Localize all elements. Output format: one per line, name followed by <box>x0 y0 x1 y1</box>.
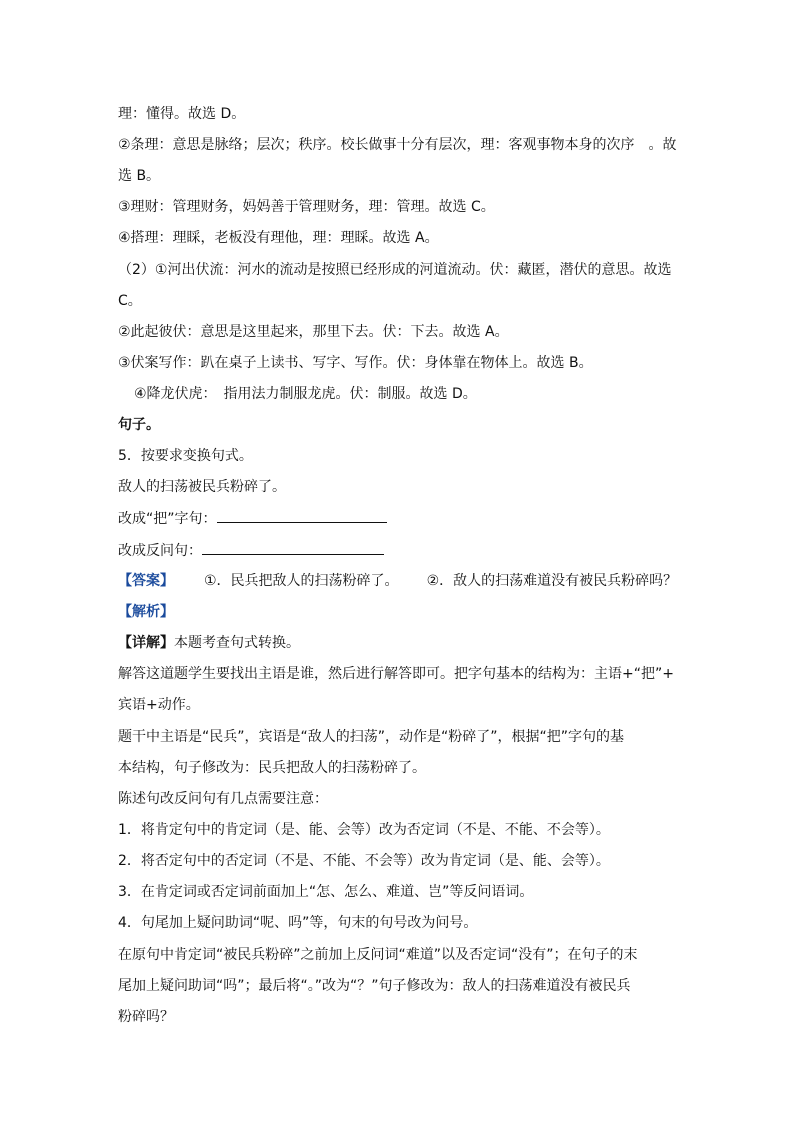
question-title: 5．按要求变换句式。 <box>118 448 253 464</box>
text-line: 题干中主语是“民兵”，宾语是“敌人的扫荡”，动作是“粉碎了”，根据“把”字句的基 <box>118 729 625 745</box>
detail-tag: 【详解】 <box>118 635 174 651</box>
detail-text: 本题考查句式转换。 <box>174 635 300 651</box>
text-line: ②条理：意思是脉络；层次；秩序。校长做事十分有层次，理：客观事物本身的次序 。故 <box>118 137 677 153</box>
text-line: 选 B。 <box>118 168 161 184</box>
text-line: 尾加上疑问助词“吗”；最后将“。”改为“？”句子修改为：敌人的扫荡难道没有被民兵 <box>118 978 631 994</box>
list-item: 1．将肯定句中的肯定词（是、能、会等）改为否定词（不是、不能、不会等）。 <box>118 822 610 838</box>
question-item-rhetorical <box>118 540 384 561</box>
answer-blank <box>202 540 384 555</box>
text-line: ④搭理：理睬，老板没有理他，理：理睬。故选 A。 <box>118 230 439 246</box>
question-sentence: 敌人的扫荡被民兵粉碎了。 <box>118 479 286 495</box>
list-item: 2．将否定句中的否定词（不是、不能、不会等）改为肯定词（是、能、会等）。 <box>118 853 610 869</box>
text-line: C。 <box>118 293 142 309</box>
text-line: ②此起彼伏：意思是这里起来，那里下去。伏：下去。故选 A。 <box>118 324 509 340</box>
text-line: 陈述句改反问句有几点需要注意： <box>118 791 328 807</box>
text-line: 本结构，句子修改为：民兵把敌人的扫荡粉碎了。 <box>118 760 426 776</box>
answer-item: ①．民兵把敌人的扫荡粉碎了。 <box>204 573 399 589</box>
analysis-tag: 【解析】 <box>118 604 174 620</box>
question-item-ba <box>118 508 387 529</box>
question-item-label: 改成反问句： <box>118 543 202 559</box>
question-item-label: 改成“把”字句： <box>118 511 217 527</box>
text-line: 宾语+动作。 <box>118 697 200 713</box>
list-item: 4．句尾加上疑问助词“呢、吗”等，句末的句号改为问号。 <box>118 915 478 931</box>
answer-item: ②．敌人的扫荡难道没有被民兵粉碎吗？ <box>426 573 678 589</box>
answer-blank <box>217 508 387 523</box>
list-item: 3．在肯定词或否定词前面加上“怎、怎么、难道、岂”等反问语词。 <box>118 884 534 900</box>
text-line: 理：懂得。故选 D。 <box>118 106 246 122</box>
detail-line <box>118 633 300 653</box>
section-heading: 句子。 <box>118 417 160 433</box>
answer-line <box>118 571 677 591</box>
text-line: ④降龙伏虎： 指用法力制服龙虎。伏：制服。故选 D。 <box>134 386 477 402</box>
text-line: 粉碎吗？ <box>118 1009 174 1025</box>
text-line: ③伏案写作：趴在桌子上读书、写字、写作。伏：身体靠在物体上。故选 B。 <box>118 355 593 371</box>
text-line: 解答这道题学生要找出主语是谁，然后进行解答即可。把字句基本的结构为：主语+“把”+ <box>118 666 674 682</box>
text-line: ③理财：管理财务，妈妈善于管理财务，理：管理。故选 C。 <box>118 199 495 215</box>
answer-tag: 【答案】 <box>118 573 174 589</box>
text-line: 在原句中肯定词“被民兵粉碎”之前加上反问词“难道”以及否定词“没有”；在句子的末 <box>118 947 638 963</box>
text-line: （2）①河出伏流：河水的流动是按照已经形成的河道流动。伏：藏匿，潜伏的意思。故选 <box>118 262 672 278</box>
